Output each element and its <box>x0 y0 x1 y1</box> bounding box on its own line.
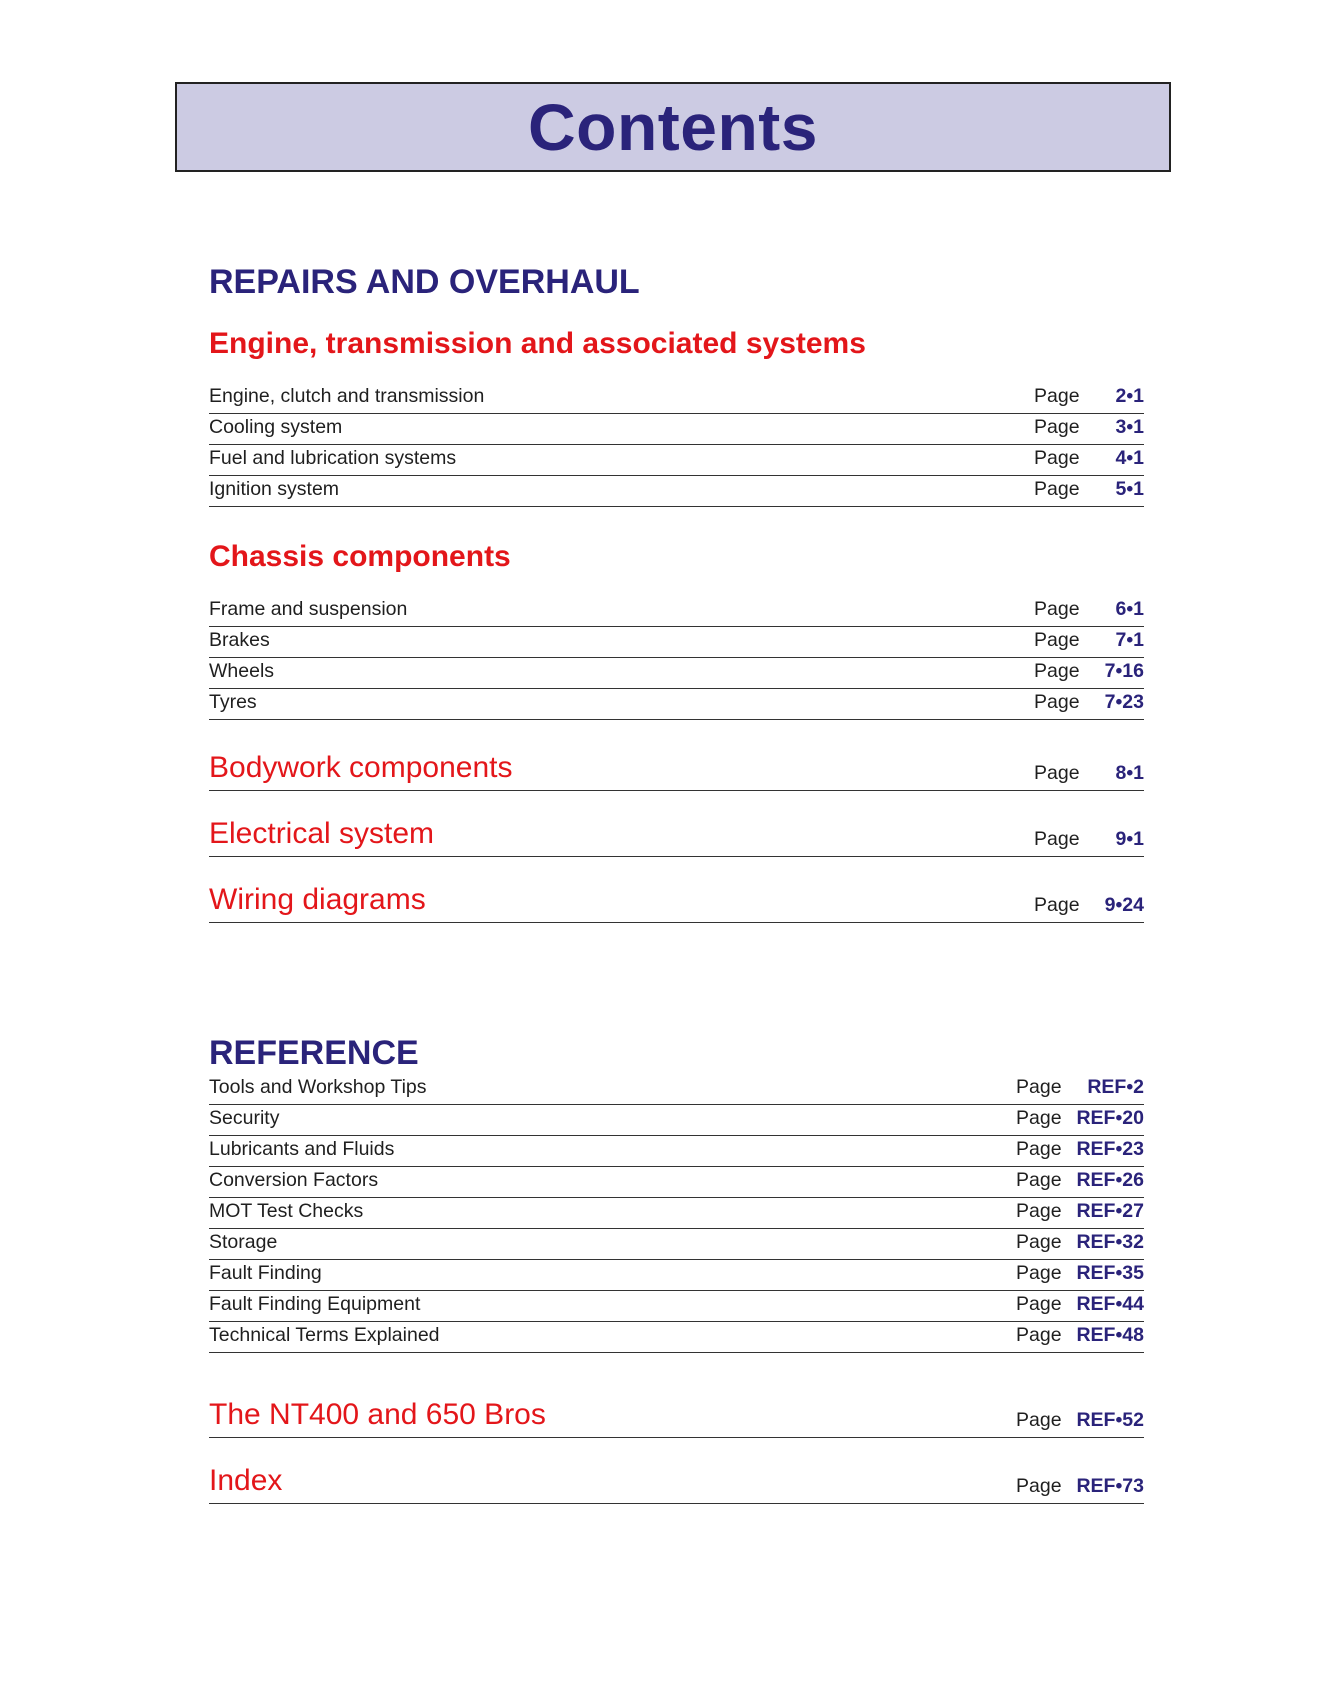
page-number: 7•16 <box>1104 660 1144 682</box>
page-word: Page <box>1016 1076 1062 1098</box>
page-number: 6•1 <box>1115 598 1144 620</box>
toc-entry-label: Technical Terms Explained <box>209 1324 440 1346</box>
toc-row[interactable] <box>209 1198 1144 1229</box>
page-word: Page <box>1016 1169 1062 1191</box>
page-number: REF•2 <box>1087 1076 1144 1098</box>
page-number: REF•52 <box>1076 1409 1144 1431</box>
toc-major-label: Electrical system <box>209 817 435 850</box>
page-word: Page <box>1034 660 1080 682</box>
toc-row[interactable] <box>209 1136 1144 1167</box>
toc-row[interactable] <box>209 383 1144 414</box>
toc-row[interactable] <box>209 596 1144 627</box>
page-number: 4•1 <box>1115 447 1144 469</box>
toc-row[interactable] <box>209 1291 1144 1322</box>
toc-major-row-bros[interactable] <box>209 1393 1144 1438</box>
toc-major-label: Wiring diagrams <box>209 883 426 916</box>
toc-row[interactable] <box>209 1260 1144 1291</box>
page-word: Page <box>1016 1200 1062 1222</box>
toc-row[interactable] <box>209 1229 1144 1260</box>
page-title: Contents <box>528 90 818 164</box>
page-word: Page <box>1034 762 1080 784</box>
page-number: REF•20 <box>1076 1107 1144 1129</box>
page-word: Page <box>1016 1231 1062 1253</box>
toc-entry-label: Security <box>209 1107 280 1129</box>
toc-row[interactable] <box>209 689 1144 720</box>
toc-row[interactable] <box>209 658 1144 689</box>
page-number: 7•1 <box>1115 629 1144 651</box>
page-number: REF•26 <box>1076 1169 1144 1191</box>
toc-row[interactable] <box>209 476 1144 507</box>
toc-entry-label: MOT Test Checks <box>209 1200 364 1222</box>
page-word: Page <box>1034 894 1080 916</box>
toc-row[interactable] <box>209 1105 1144 1136</box>
toc-row[interactable] <box>209 1074 1144 1105</box>
toc-major-row-electrical[interactable] <box>209 812 1144 857</box>
toc-entry-label: Storage <box>209 1231 278 1253</box>
page-number: REF•48 <box>1076 1324 1144 1346</box>
page-number: 9•24 <box>1104 894 1144 916</box>
page-word: Page <box>1034 385 1080 407</box>
toc-row[interactable] <box>209 414 1144 445</box>
toc-row[interactable] <box>209 1322 1144 1353</box>
page-number: REF•44 <box>1076 1293 1144 1315</box>
toc-entry-label: Tyres <box>209 691 257 713</box>
subheading-chassis: Chassis components <box>209 540 511 573</box>
toc-entry-label: Frame and suspension <box>209 598 408 620</box>
page-word: Page <box>1034 691 1080 713</box>
toc-entry-label: Brakes <box>209 629 270 651</box>
toc-major-row-bodywork[interactable] <box>209 746 1144 791</box>
toc-entry-label: Fault Finding Equipment <box>209 1293 421 1315</box>
page-number: 7•23 <box>1104 691 1144 713</box>
toc-entry-label: Wheels <box>209 660 275 682</box>
page-word: Page <box>1016 1138 1062 1160</box>
page-word: Page <box>1034 416 1080 438</box>
page-number: REF•27 <box>1076 1200 1144 1222</box>
page-word: Page <box>1016 1475 1062 1497</box>
page-word: Page <box>1016 1409 1062 1431</box>
page-word: Page <box>1016 1107 1062 1129</box>
section-heading-repairs: REPAIRS AND OVERHAUL <box>209 263 640 301</box>
page-word: Page <box>1034 478 1080 500</box>
page-word: Page <box>1016 1293 1062 1315</box>
toc-entry-label: Engine, clutch and transmission <box>209 385 485 407</box>
page-word: Page <box>1034 447 1080 469</box>
page-word: Page <box>1034 598 1080 620</box>
page-word: Page <box>1034 629 1080 651</box>
toc-major-row-index[interactable] <box>209 1459 1144 1504</box>
toc-entry-label: Fault Finding <box>209 1262 322 1284</box>
page-number: 5•1 <box>1115 478 1144 500</box>
page-number: 2•1 <box>1115 385 1144 407</box>
toc-entry-label: Lubricants and Fluids <box>209 1138 395 1160</box>
page-word: Page <box>1034 828 1080 850</box>
toc-row[interactable] <box>209 627 1144 658</box>
toc-major-label: Bodywork components <box>209 751 513 784</box>
page-number: 9•1 <box>1115 828 1144 850</box>
toc-entry-label: Conversion Factors <box>209 1169 379 1191</box>
subheading-engine: Engine, transmission and associated systems <box>209 327 866 360</box>
toc-entry-label: Ignition system <box>209 478 340 500</box>
page-number: REF•73 <box>1076 1475 1144 1497</box>
section-heading-reference: REFERENCE <box>209 1034 419 1072</box>
toc-major-label: The NT400 and 650 Bros <box>209 1398 546 1431</box>
toc-entry-label: Tools and Workshop Tips <box>209 1076 427 1098</box>
toc-entry-label: Fuel and lubrication systems <box>209 447 457 469</box>
page-word: Page <box>1016 1324 1062 1346</box>
page-number: REF•32 <box>1076 1231 1144 1253</box>
toc-major-label: Index <box>209 1464 283 1497</box>
toc-entry-label: Cooling system <box>209 416 343 438</box>
page-number: REF•35 <box>1076 1262 1144 1284</box>
title-banner <box>175 82 1171 172</box>
page-number: 3•1 <box>1115 416 1144 438</box>
page-word: Page <box>1016 1262 1062 1284</box>
toc-row[interactable] <box>209 445 1144 476</box>
page-number: REF•23 <box>1076 1138 1144 1160</box>
toc-row[interactable] <box>209 1167 1144 1198</box>
toc-major-row-wiring[interactable] <box>209 878 1144 923</box>
page-number: 8•1 <box>1115 762 1144 784</box>
